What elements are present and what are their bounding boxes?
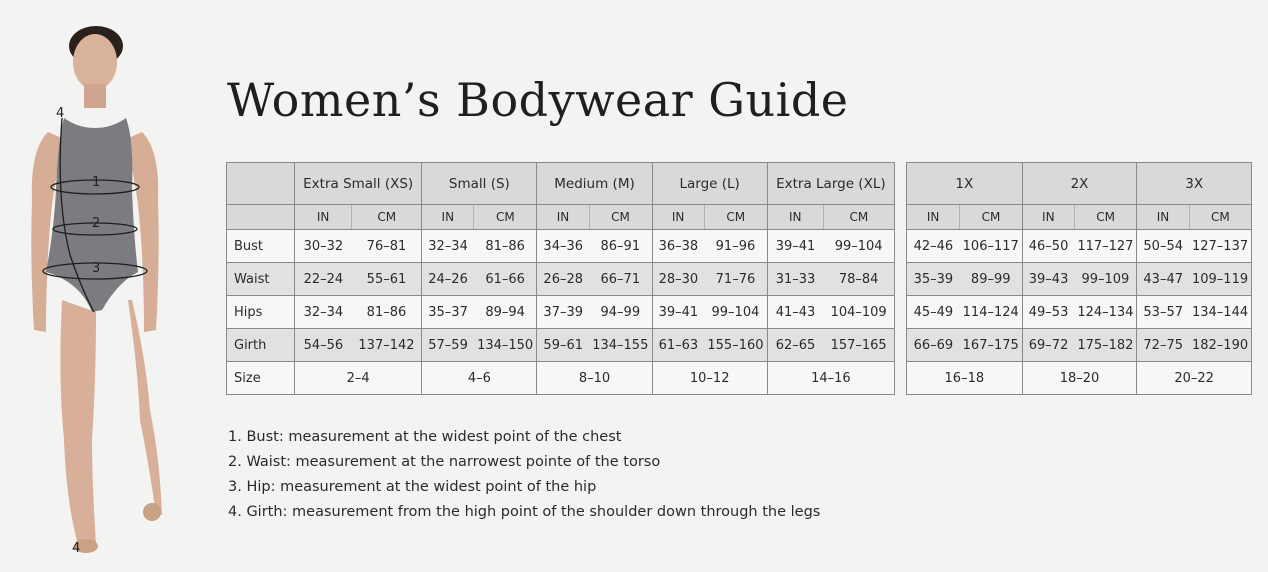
table-row-size xyxy=(907,362,1252,395)
cell-cm: 127–137 xyxy=(1189,230,1251,263)
cell-cm: 99–104 xyxy=(823,230,894,263)
cell-in: 43–47 xyxy=(1137,263,1189,296)
cell-in: 37–39 xyxy=(537,296,589,329)
cell-in: 69–72 xyxy=(1022,329,1074,362)
cell-in: 42–46 xyxy=(907,230,960,263)
figure-label-bust: 1 xyxy=(92,175,101,190)
size-value: 14–16 xyxy=(767,362,894,395)
figure-label-girth-top: 4 xyxy=(56,106,65,121)
unit-header-in: IN xyxy=(767,205,823,230)
cell-cm: 137–142 xyxy=(352,329,422,362)
unit-header-in: IN xyxy=(537,205,589,230)
cell-in: 34–36 xyxy=(537,230,589,263)
unit-header-cm: CM xyxy=(1189,205,1251,230)
cell-cm: 182–190 xyxy=(1189,329,1251,362)
size-table-standard xyxy=(226,162,895,395)
header-corner xyxy=(227,163,295,205)
unit-header-cm: CM xyxy=(1074,205,1136,230)
table-row xyxy=(907,296,1252,329)
size-header: 2X xyxy=(1022,163,1137,205)
cell-cm: 134–150 xyxy=(474,329,537,362)
unit-header-cm: CM xyxy=(589,205,652,230)
cell-in: 22–24 xyxy=(295,263,352,296)
cell-in: 32–34 xyxy=(295,296,352,329)
row-label: Bust xyxy=(227,230,295,263)
size-value: 10–12 xyxy=(652,362,767,395)
header-row-sizes xyxy=(907,163,1252,205)
cell-cm: 175–182 xyxy=(1074,329,1136,362)
cell-in: 31–33 xyxy=(767,263,823,296)
unit-header-in: IN xyxy=(907,205,960,230)
cell-in: 61–63 xyxy=(652,329,704,362)
cell-in: 39–41 xyxy=(767,230,823,263)
size-value: 4–6 xyxy=(422,362,537,395)
cell-in: 35–39 xyxy=(907,263,960,296)
cell-cm: 99–109 xyxy=(1074,263,1136,296)
cell-cm: 117–127 xyxy=(1074,230,1136,263)
unit-header-in: IN xyxy=(1137,205,1189,230)
size-header: Extra Small (XS) xyxy=(295,163,422,205)
unit-header-cm: CM xyxy=(960,205,1022,230)
header-corner-units xyxy=(227,205,295,230)
cell-in: 54–56 xyxy=(295,329,352,362)
cell-in: 62–65 xyxy=(767,329,823,362)
cell-cm: 78–84 xyxy=(823,263,894,296)
size-header: Large (L) xyxy=(652,163,767,205)
unit-header-in: IN xyxy=(422,205,474,230)
size-value: 8–10 xyxy=(537,362,652,395)
row-label: Hips xyxy=(227,296,295,329)
cell-in: 46–50 xyxy=(1022,230,1074,263)
unit-header-cm: CM xyxy=(704,205,767,230)
cell-cm: 99–104 xyxy=(704,296,767,329)
cell-cm: 91–96 xyxy=(704,230,767,263)
unit-header-in: IN xyxy=(295,205,352,230)
size-header: Medium (M) xyxy=(537,163,652,205)
cell-in: 72–75 xyxy=(1137,329,1189,362)
cell-in: 24–26 xyxy=(422,263,474,296)
cell-cm: 134–144 xyxy=(1189,296,1251,329)
size-header: Extra Large (XL) xyxy=(767,163,894,205)
table-row xyxy=(227,329,895,362)
cell-cm: 155–160 xyxy=(704,329,767,362)
table-row-size xyxy=(227,362,895,395)
table-row xyxy=(227,230,895,263)
cell-cm: 134–155 xyxy=(589,329,652,362)
figure-label-waist: 2 xyxy=(92,216,101,231)
cell-cm: 76–81 xyxy=(352,230,422,263)
cell-cm: 109–119 xyxy=(1189,263,1251,296)
size-header: Small (S) xyxy=(422,163,537,205)
table-row xyxy=(907,230,1252,263)
note-waist: 2. Waist: measurement at the narrowest pointe of the torso xyxy=(228,454,661,470)
table-row xyxy=(227,263,895,296)
note-girth: 4. Girth: measurement from the high point of the shoulder down through the legs xyxy=(228,504,821,520)
note-hip: 3. Hip: measurement at the widest point of the hip xyxy=(228,479,597,495)
cell-cm: 157–165 xyxy=(823,329,894,362)
measurement-notes xyxy=(228,425,820,525)
size-header: 1X xyxy=(907,163,1023,205)
model-illustration xyxy=(0,0,200,572)
unit-header-in: IN xyxy=(1022,205,1074,230)
size-value: 2–4 xyxy=(295,362,422,395)
table-row xyxy=(227,296,895,329)
cell-in: 49–53 xyxy=(1022,296,1074,329)
cell-cm: 106–117 xyxy=(960,230,1022,263)
size-value: 20–22 xyxy=(1137,362,1252,395)
cell-cm: 81–86 xyxy=(352,296,422,329)
size-header: 3X xyxy=(1137,163,1252,205)
cell-cm: 71–76 xyxy=(704,263,767,296)
cell-cm: 89–99 xyxy=(960,263,1022,296)
cell-in: 32–34 xyxy=(422,230,474,263)
row-label: Waist xyxy=(227,263,295,296)
unit-header-cm: CM xyxy=(352,205,422,230)
unit-header-cm: CM xyxy=(823,205,894,230)
cell-in: 57–59 xyxy=(422,329,474,362)
size-table-plus xyxy=(906,162,1252,395)
cell-cm: 66–71 xyxy=(589,263,652,296)
header-row-sizes xyxy=(227,163,895,205)
cell-in: 39–41 xyxy=(652,296,704,329)
unit-header-cm: CM xyxy=(474,205,537,230)
cell-in: 66–69 xyxy=(907,329,960,362)
cell-in: 59–61 xyxy=(537,329,589,362)
header-row-units xyxy=(227,205,895,230)
cell-cm: 86–91 xyxy=(589,230,652,263)
cell-in: 53–57 xyxy=(1137,296,1189,329)
model-figure xyxy=(0,0,200,572)
unit-header-in: IN xyxy=(652,205,704,230)
row-label: Girth xyxy=(227,329,295,362)
cell-in: 28–30 xyxy=(652,263,704,296)
cell-in: 45–49 xyxy=(907,296,960,329)
cell-cm: 124–134 xyxy=(1074,296,1136,329)
cell-cm: 114–124 xyxy=(960,296,1022,329)
cell-cm: 61–66 xyxy=(474,263,537,296)
cell-cm: 167–175 xyxy=(960,329,1022,362)
header-row-units xyxy=(907,205,1252,230)
figure-label-hip: 3 xyxy=(92,261,101,276)
cell-cm: 89–94 xyxy=(474,296,537,329)
note-bust: 1. Bust: measurement at the widest point of the chest xyxy=(228,429,622,445)
cell-in: 35–37 xyxy=(422,296,474,329)
table-row xyxy=(907,329,1252,362)
figure-label-girth-bottom: 4 xyxy=(72,541,81,556)
size-value: 18–20 xyxy=(1022,362,1137,395)
row-label: Size xyxy=(227,362,295,395)
cell-in: 26–28 xyxy=(537,263,589,296)
cell-cm: 81–86 xyxy=(474,230,537,263)
cell-in: 41–43 xyxy=(767,296,823,329)
cell-in: 30–32 xyxy=(295,230,352,263)
cell-cm: 55–61 xyxy=(352,263,422,296)
cell-cm: 104–109 xyxy=(823,296,894,329)
cell-in: 39–43 xyxy=(1022,263,1074,296)
table-row xyxy=(907,263,1252,296)
cell-in: 50–54 xyxy=(1137,230,1189,263)
cell-in: 36–38 xyxy=(652,230,704,263)
page-title: Women’s Bodywear Guide xyxy=(227,73,849,127)
cell-cm: 94–99 xyxy=(589,296,652,329)
size-value: 16–18 xyxy=(907,362,1023,395)
